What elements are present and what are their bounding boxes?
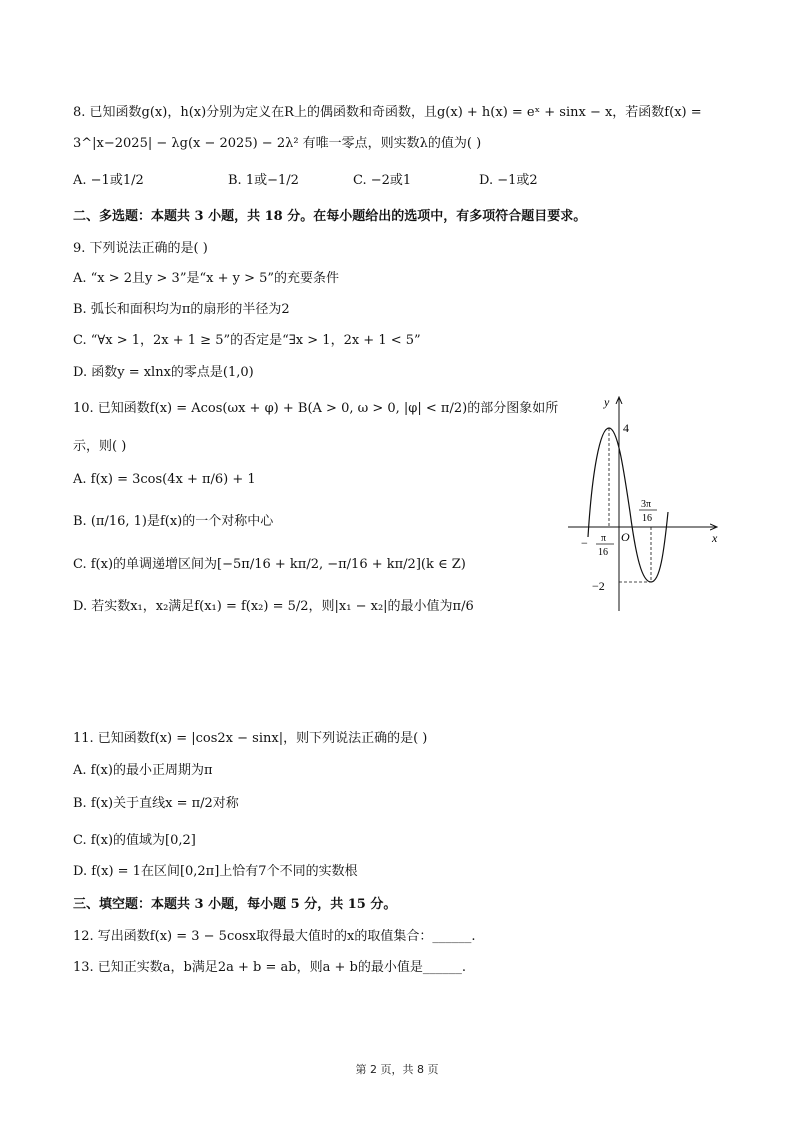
question-12: 12. 写出函数f(x) = 3 − 5cosx取得最大值时的x的取值集合：______. xyxy=(73,929,476,944)
cosine-curve xyxy=(588,428,668,582)
q8-line2: 3^|x−2025| − λg(x − 2025) − 2λ² 有唯一零点，则实数λ的值为( ) xyxy=(73,136,482,151)
q8-option-a: A. −1或1/2 xyxy=(73,173,144,188)
q11-option-d: D. f(x) = 1在区间[0,2π]上恰有7个不同的实数根 xyxy=(73,864,358,879)
pos-tick-numerator: 3π xyxy=(641,499,652,510)
q9-option-d: D. 函数y = xlnx的零点是(1,0) xyxy=(73,365,254,380)
x-axis-label: x xyxy=(712,531,718,545)
q9-option-b: B. 弧长和面积均为π的扇形的半径为2 xyxy=(73,302,290,317)
question-13: 13. 已知正实数a，b满足2a + b = ab，则a + b的最小值是______. xyxy=(73,960,466,975)
q10-option-b: B. (π/16, 1)是f(x)的一个对称中心 xyxy=(73,514,274,529)
neg-tick-minus: − xyxy=(581,536,588,550)
min-value-label: −2 xyxy=(592,579,605,593)
q11-stem: 11. 已知函数f(x) = |cos2x − sinx|，则下列说法正确的是( ) xyxy=(73,731,428,746)
origin-label: O xyxy=(621,530,630,544)
q8-option-c: C. −2或1 xyxy=(353,173,412,188)
neg-tick-denominator: 16 xyxy=(598,547,608,558)
q9-option-c: C. “∀x > 1，2x + 1 ≥ 5”的否定是“∃x > 1，2x + 1 < 5” xyxy=(73,333,421,348)
q10-option-a: A. f(x) = 3cos(4x + π/6) + 1 xyxy=(73,472,256,487)
q11-option-a: A. f(x)的最小正周期为π xyxy=(73,763,213,778)
q8-option-b: B. 1或−1/2 xyxy=(228,173,299,188)
neg-tick-numerator: π xyxy=(601,533,607,544)
page-footer: 第 2 页，共 8 页 xyxy=(355,1063,439,1076)
q10-option-d: D. 若实数x₁，x₂满足f(x₁) = f(x₂) = 5/2，则|x₁ − x₂|的最小值为π/6 xyxy=(73,599,474,614)
q10-option-c: C. f(x)的单调递增区间为[−5π/16 + kπ/2, −π/16 + kπ/2](k ∈ Z) xyxy=(73,557,466,572)
q10-stem-line1: 10. 已知函数f(x) = Acos(ωx + φ) + B(A > 0, ω > 0, |φ| < π/2)的部分图象如所 xyxy=(73,401,559,416)
q8-option-d: D. −1或2 xyxy=(479,173,538,188)
pos-tick-denominator: 16 xyxy=(642,513,652,524)
section-2-header: 二、多选题：本题共 3 小题，共 18 分。在每小题给出的选项中，有多项符合题目要求。 xyxy=(73,209,587,224)
q9-option-a: A. “x > 2且y > 3”是“x + y > 5”的充要条件 xyxy=(73,271,340,286)
max-value-label: 4 xyxy=(623,421,629,435)
q11-option-b: B. f(x)关于直线x = π/2对称 xyxy=(73,796,239,811)
q10-function-graph xyxy=(566,392,726,614)
q11-option-c: C. f(x)的值域为[0,2] xyxy=(73,833,196,848)
q8-line1: 8. 已知函数g(x)，h(x)分别为定义在R上的偶函数和奇函数，且g(x) + h(x) = eˣ + sinx − x，若函数f(x) = xyxy=(73,105,702,120)
section-3-header: 三、填空题：本题共 3 小题，每小题 5 分，共 15 分。 xyxy=(73,897,397,912)
q9-stem: 9. 下列说法正确的是( ) xyxy=(73,241,208,256)
q10-stem-line2: 示，则( ) xyxy=(73,439,127,454)
y-axis-label: y xyxy=(604,395,610,409)
